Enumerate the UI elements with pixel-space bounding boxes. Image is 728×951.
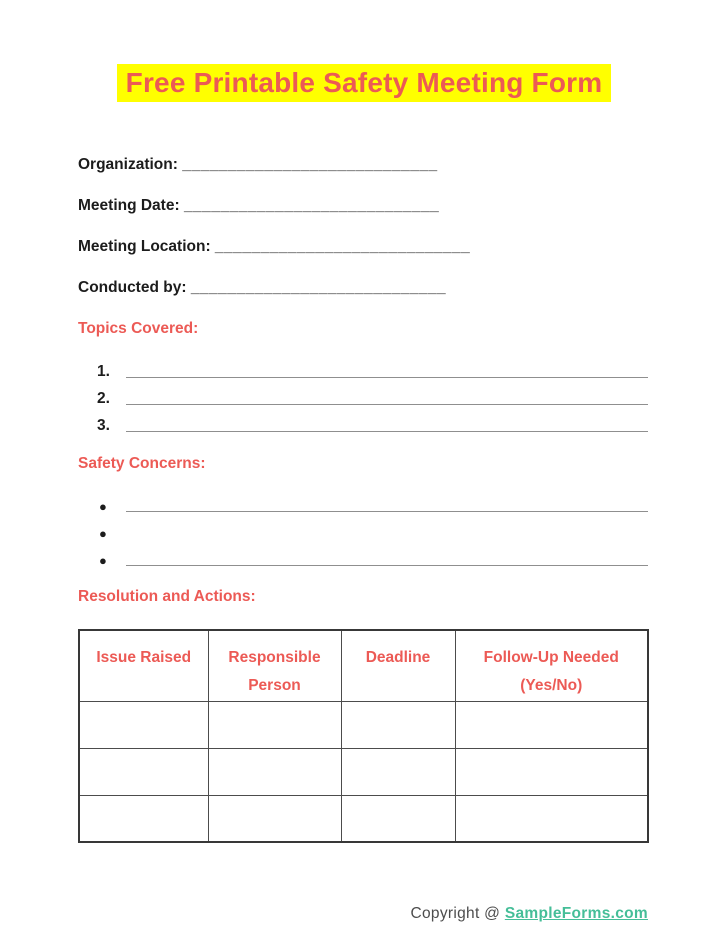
table-cell xyxy=(341,701,455,748)
field-blank-line: ____________________________ xyxy=(182,156,438,173)
topics-list xyxy=(78,363,648,434)
table-cell xyxy=(208,701,341,748)
column-header-follow-up-needed: Follow-Up Needed (Yes/No) xyxy=(455,630,648,701)
column-header-issue-raised: Issue Raised xyxy=(79,630,208,701)
title-container xyxy=(0,0,728,102)
sampleforms-link[interactable]: SampleForms.com xyxy=(504,905,648,922)
field-row-conducted-by xyxy=(78,279,648,296)
bullet-icon: ● xyxy=(99,526,107,541)
list-item-number: 2. xyxy=(97,390,110,407)
column-header-deadline: Deadline xyxy=(341,630,455,701)
table-row xyxy=(79,795,648,842)
list-item xyxy=(97,417,648,434)
resolution-actions-table xyxy=(78,629,649,843)
safety-concerns-list xyxy=(78,498,648,569)
blank-write-line xyxy=(126,431,648,432)
table-cell xyxy=(79,701,208,748)
copyright-text: Copyright @ xyxy=(410,905,505,922)
table-cell xyxy=(455,795,648,842)
list-item xyxy=(99,525,648,542)
table-cell xyxy=(79,795,208,842)
field-label: Meeting Date: xyxy=(78,197,180,214)
column-header-responsible-person: Responsible Person xyxy=(208,630,341,701)
table-header-row xyxy=(79,630,648,701)
list-item xyxy=(97,390,648,407)
bullet-icon: ● xyxy=(99,499,107,514)
field-blank-line: ____________________________ xyxy=(214,238,471,255)
list-item xyxy=(97,363,648,380)
list-item xyxy=(99,552,648,569)
table-row xyxy=(79,748,648,795)
section-heading-safety-concerns: Safety Concerns: xyxy=(78,455,206,472)
blank-write-line xyxy=(126,511,648,512)
copyright-footer xyxy=(411,903,648,925)
table-cell xyxy=(208,748,341,795)
blank-write-line xyxy=(126,377,648,378)
list-item-number: 3. xyxy=(97,417,110,434)
field-label: Conducted by: xyxy=(78,279,187,296)
page-title: Free Printable Safety Meeting Form xyxy=(117,64,612,102)
field-blank-line: ____________________________ xyxy=(190,279,447,296)
blank-write-line xyxy=(126,404,648,405)
section-heading-topics-covered: Topics Covered: xyxy=(78,320,199,337)
field-row-organization xyxy=(78,156,648,173)
table-cell xyxy=(341,795,455,842)
table-cell xyxy=(341,748,455,795)
field-label: Meeting Location: xyxy=(78,238,211,255)
field-row-meeting-date xyxy=(78,197,648,214)
section-heading-resolution-actions: Resolution and Actions: xyxy=(78,588,256,605)
list-item xyxy=(99,498,648,515)
table-cell xyxy=(455,701,648,748)
form-fields xyxy=(78,156,648,296)
table-row xyxy=(79,701,648,748)
table-cell xyxy=(455,748,648,795)
table-cell xyxy=(208,795,341,842)
table-cell xyxy=(79,748,208,795)
bullet-icon: ● xyxy=(99,553,107,568)
blank-write-line xyxy=(126,565,648,566)
field-blank-line: ____________________________ xyxy=(183,197,440,214)
form-content xyxy=(78,156,648,843)
field-label: Organization: xyxy=(78,156,178,173)
field-row-meeting-location xyxy=(78,238,648,255)
list-item-number: 1. xyxy=(97,363,110,380)
